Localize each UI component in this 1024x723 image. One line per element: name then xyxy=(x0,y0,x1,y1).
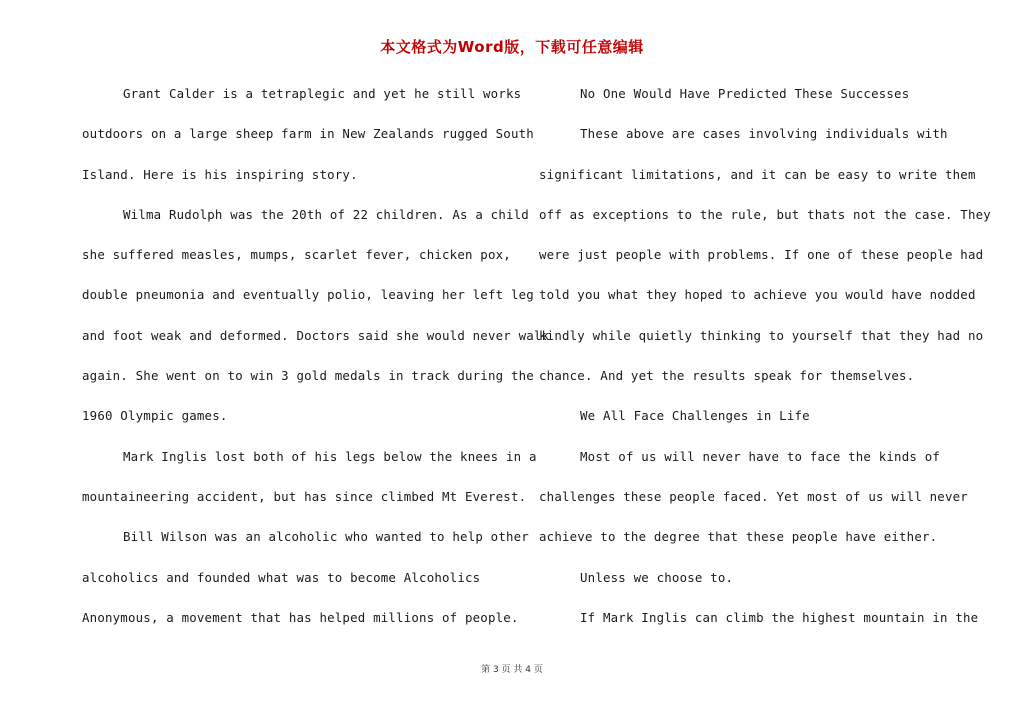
text-line: Bill Wilson was an alcoholic who wanted to help other xyxy=(123,529,529,545)
text-line: double pneumonia and eventually polio, leaving her left leg xyxy=(82,287,534,303)
text-line: she suffered measles, mumps, scarlet fever, chicken pox, xyxy=(82,247,511,263)
text-line: Mark Inglis lost both of his legs below the knees in a xyxy=(123,448,537,464)
text-line: Anonymous, a movement that has helped millions of people. xyxy=(82,609,519,625)
text-line: mountaineering accident, but has since climbed Mt Everest. xyxy=(82,488,527,504)
page-number-footer: 第 3 页 共 4 页 xyxy=(481,665,543,675)
text-line: again. She went on to win 3 gold medals in track during the xyxy=(82,368,534,384)
right-text-column xyxy=(539,84,991,648)
left-text-column xyxy=(82,84,550,648)
text-line: told you what they hoped to achieve you would have nodded xyxy=(539,287,976,303)
text-line: achieve to the degree that these people have either. xyxy=(539,529,938,545)
text-line: Unless we choose to. xyxy=(580,569,734,585)
text-line: off as exceptions to the rule, but thats not the case. They xyxy=(539,206,991,222)
text-line: Wilma Rudolph was the 20th of 22 children. As a child xyxy=(123,206,529,222)
text-line: 1960 Olympic games. xyxy=(82,408,228,424)
text-line: kindly while quietly thinking to yourself that they had no xyxy=(539,327,984,343)
text-line: If Mark Inglis can climb the highest mountain in the xyxy=(580,609,979,625)
text-line: significant limitations, and it can be easy to write them xyxy=(539,166,976,182)
text-line: chance. And yet the results speak for themselves. xyxy=(539,368,915,384)
text-line: Most of us will never have to face the kinds of xyxy=(580,448,941,464)
document-header-banner: 本文格式为Word版，下载可任意编辑 xyxy=(380,38,644,56)
section-heading: No One Would Have Predicted These Successes xyxy=(580,86,910,101)
text-line: challenges these people faced. Yet most of us will never xyxy=(539,488,968,504)
text-line: Grant Calder is a tetraplegic and yet he still works xyxy=(123,86,522,101)
text-line: Island. Here is his inspiring story. xyxy=(82,166,358,182)
section-heading: We All Face Challenges in Life xyxy=(580,408,810,424)
text-line: outdoors on a large sheep farm in New Zealands rugged South xyxy=(82,126,534,142)
text-line: These above are cases involving individuals with xyxy=(580,126,948,142)
text-line: were just people with problems. If one of these people had xyxy=(539,247,984,263)
text-line: alcoholics and founded what was to become Alcoholics xyxy=(82,569,481,585)
text-line: and foot weak and deformed. Doctors said she would never walk xyxy=(82,327,550,343)
